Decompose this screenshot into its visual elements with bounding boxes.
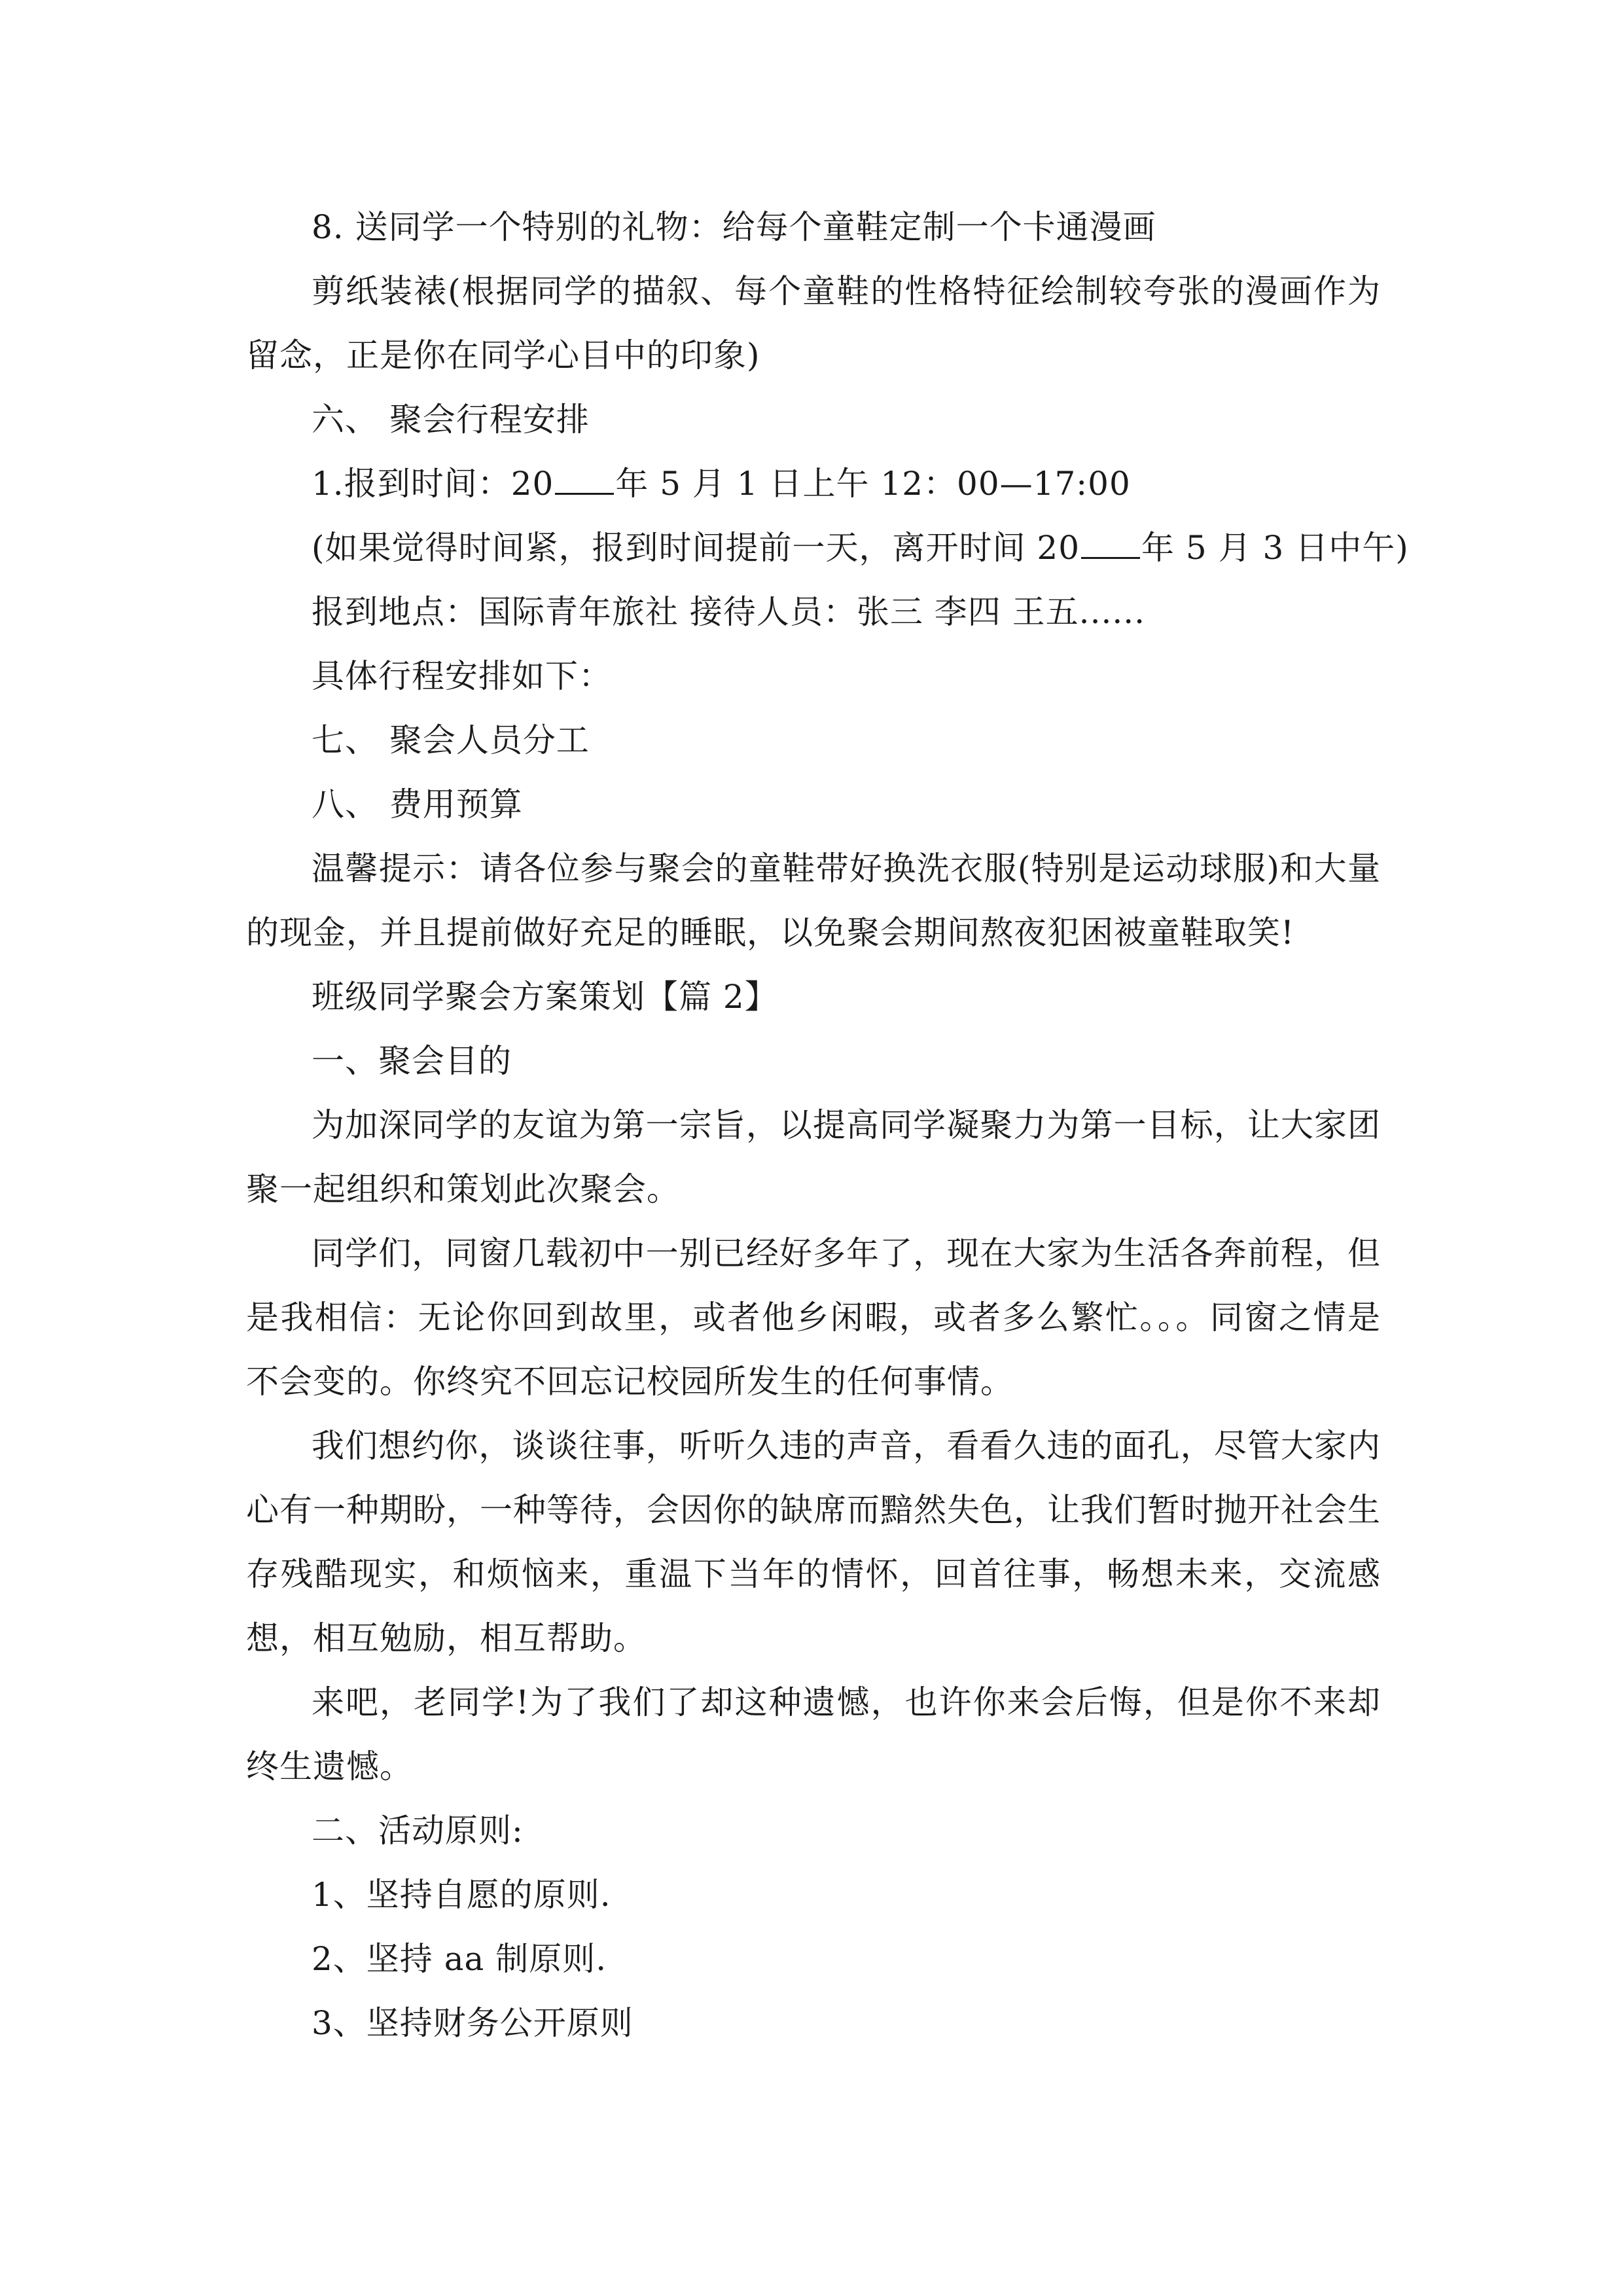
principle-3: 3、坚持财务公开原则 xyxy=(312,2004,633,2042)
early-arrival-prefix: (如果觉得时间紧，报到时间提前一天，离开时间 20 xyxy=(312,529,1080,567)
report-time-prefix: 1.报到时间：20 xyxy=(312,465,554,503)
year-blank-2 xyxy=(1081,527,1140,559)
section-6-heading: 六、 聚会行程安排 xyxy=(312,401,590,439)
report-time-suffix: 年 5 月 1 日上午 12：00—17:00 xyxy=(615,465,1131,503)
paper-cut-paragraph: 剪纸装裱(根据同学的描叙、每个童鞋的性格特征绘制较夸张的漫画作为留念，正是你在同学心目中的印象) xyxy=(246,272,1381,374)
schedule-line: 具体行程安排如下： xyxy=(312,657,612,695)
part-2-title: 班级同学聚会方案策划【篇 2】 xyxy=(312,978,778,1016)
section-8-heading: 八、 费用预算 xyxy=(312,785,523,823)
report-place-line: 报到地点：国际青年旅社 接待人员：张三 李四 王五...... xyxy=(312,593,1146,631)
classmates-paragraph: 同学们，同窗几载初中一别已经好多年了，现在大家为生活各奔前程，但是我相信：无论你回到故里，或者他乡闲暇，或者多么繁忙。。。同窗之情是不会变的。你终究不回忘记校园所发生的任何事情。 xyxy=(246,1234,1381,1401)
early-arrival-suffix: 年 5 月 3 日中午) xyxy=(1141,529,1409,567)
section-7-heading: 七、 聚会人员分工 xyxy=(312,721,590,759)
early-arrival-line xyxy=(246,516,1409,580)
purpose-paragraph: 为加深同学的友谊为第一宗旨，以提高同学凝聚力为第一目标，让大家团聚一起组织和策划此次聚会。 xyxy=(246,1106,1381,1208)
tip-paragraph: 温馨提示：请各位参与聚会的童鞋带好换洗衣服(特别是运动球服)和大量的现金，并且提前做好充足的睡眠，以免聚会期间熬夜犯困被童鞋取笑! xyxy=(246,850,1381,952)
principle-2: 2、坚持 aa 制原则. xyxy=(312,1940,607,1978)
document-body xyxy=(246,195,1409,2055)
report-time-line xyxy=(246,452,1381,516)
purpose-heading: 一、聚会目的 xyxy=(312,1042,512,1080)
principles-heading: 二、活动原则: xyxy=(312,1812,524,1850)
come-paragraph: 来吧，老同学!为了我们了却这种遗憾，也许你来会后悔，但是你不来却终生遗憾。 xyxy=(246,1683,1381,1785)
year-blank xyxy=(555,463,614,495)
item-8-gift: 8. 送同学一个特别的礼物：给每个童鞋定制一个卡通漫画 xyxy=(312,208,1156,246)
invite-paragraph: 我们想约你，谈谈往事，听听久违的声音，看看久违的面孔，尽管大家内心有一种期盼，一种等待，会因你的缺席而黯然失色，让我们暂时抛开社会生存残酷现实，和烦恼来，重温下当年的情怀，回首往事，畅想未来，交流感想，相互勉励，相互帮助。 xyxy=(246,1427,1381,1657)
principle-1: 1、坚持自愿的原则. xyxy=(312,1876,611,1914)
